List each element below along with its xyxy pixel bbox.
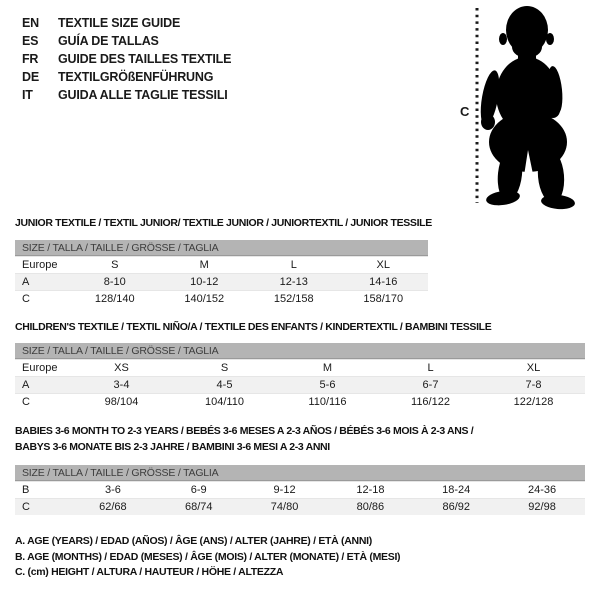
size-cell: XL (376, 259, 390, 271)
size-cell: 7-8 (525, 379, 542, 391)
language-code: FR (22, 52, 39, 66)
table-row-age (15, 376, 585, 393)
size-cell: 12-18 (356, 484, 385, 496)
size-cell: 152/158 (273, 293, 314, 305)
language-title: TEXTILE SIZE GUIDE (58, 16, 181, 30)
size-cell: XS (114, 362, 129, 374)
language-row-en (22, 14, 231, 32)
toddler-silhouette (477, 6, 575, 210)
height-measure-label: C (460, 104, 470, 119)
language-title: TEXTILGRÖßENFÜHRUNG (58, 70, 214, 84)
section-heading-children: CHILDREN'S TEXTILE / TEXTIL NIÑO/A / TEXTILE DES ENFANTS / KINDERTEXTIL / BAMBINI TESSILE (15, 321, 492, 333)
row-label: C (22, 501, 30, 513)
size-cell: 6-9 (190, 484, 207, 496)
section-heading-junior: JUNIOR TEXTILE / TEXTIL JUNIOR/ TEXTILE JUNIOR / JUNIORTEXTIL / JUNIOR TESSILE (15, 217, 432, 229)
size-cell: 3-4 (113, 379, 130, 391)
language-row-es (22, 32, 231, 50)
size-cell: L (290, 259, 297, 271)
language-code: ES (22, 34, 39, 48)
size-cell: 18-24 (442, 484, 471, 496)
size-cell: 68/74 (184, 501, 213, 513)
language-row-fr (22, 50, 231, 68)
table-row-height (15, 290, 428, 307)
section-heading-babies-line2: BABYS 3-6 MONATE BIS 2-3 JAHRE / BAMBINI 3-6 MESI A 2-3 ANNI (15, 441, 330, 453)
row-label: C (22, 293, 30, 305)
toddler-silhouette-image (455, 2, 600, 214)
footnote-age-years: A. AGE (YEARS) / EDAD (AÑOS) / ÂGE (ANS) / ALTER (JAHRE) / ETÀ (ANNI) (15, 535, 372, 547)
size-cell: 128/140 (94, 293, 135, 305)
size-cell: 86/92 (442, 501, 470, 513)
size-cell: 12-13 (279, 276, 308, 288)
size-cell: 116/122 (411, 396, 450, 408)
size-cell: 8-10 (103, 276, 126, 288)
size-cell: 14-16 (369, 276, 398, 288)
size-cell: 140/152 (184, 293, 225, 305)
size-cell: L (427, 362, 434, 374)
size-bar-junior: SIZE / TALLA / TAILLE / GRÖSSE / TAGLIA (15, 240, 428, 256)
size-cell: 10-12 (190, 276, 219, 288)
language-code: IT (22, 88, 33, 102)
row-label: A (22, 276, 30, 288)
size-cell: 6-7 (422, 379, 439, 391)
table-row-europe (15, 359, 585, 376)
size-cell: 3-6 (104, 484, 121, 496)
row-label: B (22, 484, 30, 496)
language-title: GUIDA ALLE TAGLIE TESSILI (58, 88, 228, 102)
language-code: DE (22, 70, 39, 84)
size-bar-babies: SIZE / TALLA / TAILLE / GRÖSSE / TAGLIA (15, 465, 585, 481)
footnote-age-months: B. AGE (MONTHS) / EDAD (MESES) / ÂGE (MOIS) / ALTER (MONATE) / ETÀ (MESI) (15, 550, 401, 563)
size-cell: 9-12 (273, 484, 296, 496)
language-row-it (22, 86, 231, 104)
size-cell: 24-36 (527, 484, 557, 496)
babies-size-table (15, 465, 585, 515)
section-heading-babies-line1: BABIES 3-6 MONTH TO 2-3 YEARS / BEBÉS 3-6 MESES A 2-3 AÑOS / BÉBÉS 3-6 MOIS À 2-3 ANS / (15, 425, 474, 437)
size-cell: 92/98 (528, 501, 556, 513)
size-cell: M (322, 362, 333, 374)
size-cell: 110/116 (308, 396, 347, 408)
figure-area (455, 0, 600, 215)
row-label: Europe (22, 362, 58, 374)
table-row-height (15, 498, 585, 515)
table-row-age (15, 273, 428, 290)
size-cell: 104/110 (205, 396, 244, 408)
size-cell: XL (526, 362, 541, 374)
size-cell: 5-6 (319, 379, 336, 391)
legend-footnotes (15, 534, 400, 581)
language-code: EN (22, 16, 39, 30)
size-cell: 158/170 (363, 293, 404, 305)
size-cell: 80/86 (356, 501, 385, 513)
footnote-height-cm: C. (cm) HEIGHT / ALTURA / HAUTEUR / HÖHE / ALTEZZA (15, 566, 284, 578)
junior-size-table (15, 240, 428, 307)
table-row-height (15, 393, 585, 410)
size-cell: S (111, 259, 119, 271)
children-size-table (15, 343, 585, 410)
language-row-de (22, 68, 231, 86)
table-row-europe (15, 256, 428, 273)
size-cell: 74/80 (270, 501, 299, 513)
size-cell: 62/68 (99, 501, 127, 513)
size-cell: M (199, 259, 209, 271)
row-label: C (22, 396, 30, 408)
size-cell: 98/104 (104, 396, 139, 408)
language-title: GUÍA DE TALLAS (58, 34, 159, 48)
size-cell: 4-5 (216, 379, 233, 391)
table-row-months (15, 481, 585, 498)
row-label: Europe (22, 259, 58, 271)
size-bar-children: SIZE / TALLA / TAILLE / GRÖSSE / TAGLIA (15, 343, 585, 359)
size-cell: S (220, 362, 229, 374)
row-label: A (22, 379, 30, 391)
language-title: GUIDE DES TAILLES TEXTILE (58, 52, 232, 66)
language-title-list (22, 14, 231, 104)
size-cell: 122/128 (513, 396, 554, 408)
